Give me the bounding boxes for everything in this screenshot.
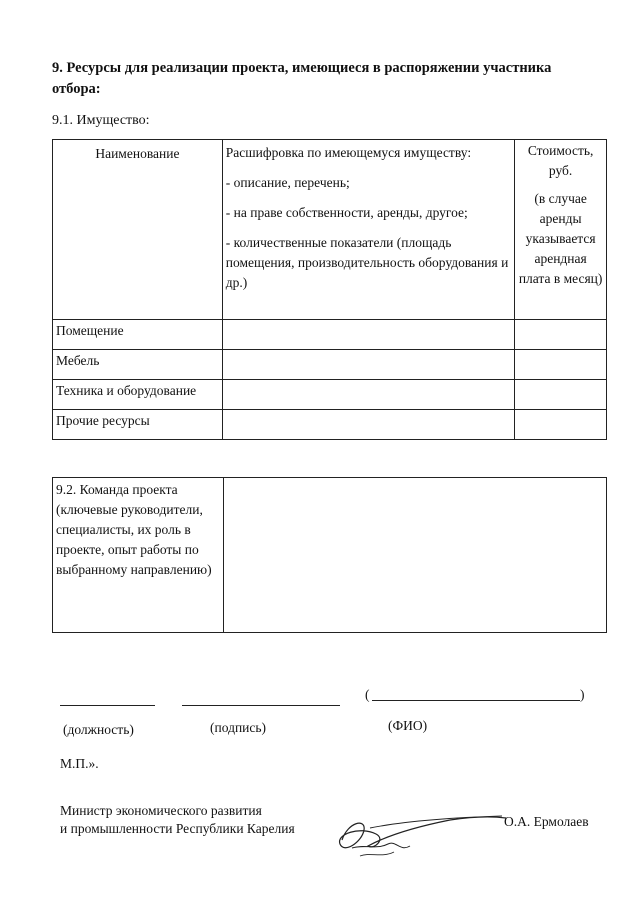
header-description-line: - на праве собственности, аренды, другое; — [225, 205, 468, 220]
position-label: (должность) — [63, 722, 134, 737]
table-row — [53, 380, 607, 410]
header-name: Наименование — [53, 140, 223, 320]
header-cost-line: Стоимость, руб. — [527, 143, 594, 178]
header-description-line: Расшифровка по имеющемуся имуществу: — [225, 145, 472, 160]
header-description-line: - количественные показатели (площадь помещения, производительность оборудования и др.) — [225, 235, 509, 290]
row-cost-cell[interactable] — [515, 320, 607, 350]
team-row — [53, 478, 607, 633]
handwritten-signature — [330, 800, 510, 870]
row-name: Прочие ресурсы — [53, 410, 223, 440]
table-row — [53, 410, 607, 440]
fio-open-paren: ( — [365, 687, 370, 702]
row-description-cell[interactable] — [222, 410, 514, 440]
fio-label: (ФИО) — [388, 718, 428, 733]
team-table — [52, 477, 607, 633]
table-header-row — [53, 140, 607, 320]
table-row — [53, 350, 607, 380]
row-description-cell[interactable] — [222, 350, 514, 380]
minister-title-line: и промышленности Республики Карелия — [60, 821, 295, 836]
position-line[interactable] — [60, 705, 155, 706]
row-description-cell[interactable] — [222, 380, 514, 410]
minister-name: О.А. Ермолаев — [504, 814, 589, 829]
signature-label: (подпись) — [210, 720, 267, 735]
row-cost-cell[interactable] — [515, 380, 607, 410]
row-name: Техника и оборудование — [53, 380, 223, 410]
header-description-line: - описание, перечень; — [225, 175, 350, 190]
row-cost-cell[interactable] — [515, 350, 607, 380]
row-description-cell[interactable] — [222, 320, 514, 350]
row-cost-cell[interactable] — [515, 410, 607, 440]
fio-close-paren: ) — [580, 687, 585, 702]
team-label: 9.2. Команда проекта (ключевые руководители, специалисты, их роль в проекте, опыт работы по выбранному направлению) — [53, 478, 224, 633]
minister-title — [60, 802, 295, 838]
row-name: Помещение — [53, 320, 223, 350]
table-row — [53, 320, 607, 350]
header-cost — [515, 140, 607, 320]
subsection-title: 9.1. Имущество: — [52, 113, 150, 128]
fio-line[interactable] — [372, 700, 580, 701]
header-description — [222, 140, 514, 320]
section-title: 9. Ресурсы для реализации проекта, имеющиеся в распоряжении участника отбора: — [52, 60, 552, 97]
minister-title-line: Министр экономического развития — [60, 803, 262, 818]
signature-line[interactable] — [182, 705, 340, 706]
resources-table — [52, 139, 607, 440]
stamp-label: М.П.». — [60, 756, 99, 771]
row-name: Мебель — [53, 350, 223, 380]
header-cost-line: (в случае аренды указывается арендная плата в месяц) — [518, 191, 603, 286]
team-value-cell[interactable] — [224, 478, 607, 633]
